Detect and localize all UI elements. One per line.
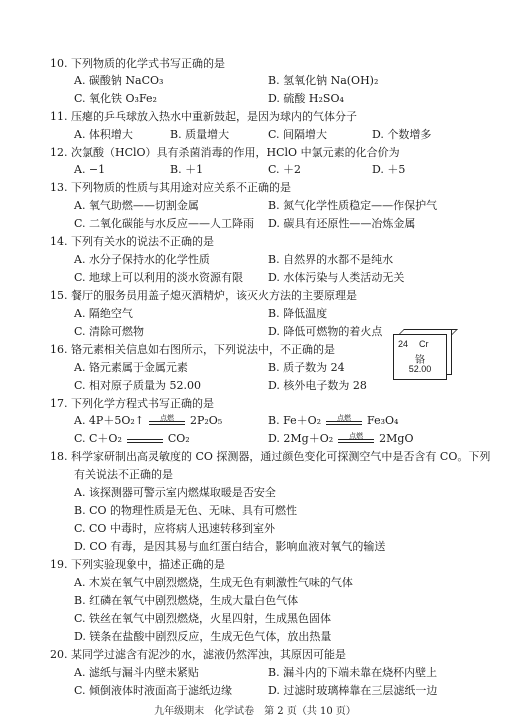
q12-option-c: C. ＋2 xyxy=(268,163,302,176)
question-17: 17. 下列化学方程式书写正确的是 xyxy=(50,397,214,410)
q15-option-a: A. 隔绝空气 xyxy=(74,307,133,320)
q14-option-d: D. 水体污染与人类活动无关 xyxy=(268,271,405,284)
condition-arrow: 点燃 xyxy=(147,414,187,428)
q20-option-a: A. 滤纸与漏斗内壁未紧贴 xyxy=(74,666,199,679)
q19-option-d: D. 镁条在盐酸中剧烈反应，生成无色气体，放出热量 xyxy=(74,630,332,643)
q16-option-b: B. 质子数为 24 xyxy=(268,361,345,374)
q10-option-c: C. 氧化铁 O₃Fe₂ xyxy=(74,92,157,105)
question-20: 20. 某同学过滤含有泥沙的水，滤液仍然浑浊，其原因可能是 xyxy=(50,648,346,661)
element-symbol: Cr xyxy=(419,339,429,349)
q20-option-b: B. 漏斗内的下端未靠在烧杯内壁上 xyxy=(268,666,438,679)
question-18-cont: 有关说法不正确的是 xyxy=(74,468,173,481)
q10-option-b: B. 氢氧化钠 Na(OH)₂ xyxy=(268,74,379,87)
q11-option-c: C. 间隔增大 xyxy=(268,128,328,141)
q10-option-d: D. 硫酸 H₂SO₄ xyxy=(268,92,344,105)
q10-option-a: A. 碳酸钠 NaCO₃ xyxy=(74,74,164,87)
q20-option-d: D. 过滤时玻璃棒靠在三层滤纸一边 xyxy=(268,684,438,697)
element-name: 铬 xyxy=(415,355,425,366)
q15-option-c: C. 清除可燃物 xyxy=(74,325,145,338)
q15-option-d: D. 降低可燃物的着火点 xyxy=(268,325,383,338)
question-15: 15. 餐厅的服务员用盖子熄灭酒精炉，该灭火方法的主要原理是 xyxy=(50,289,357,302)
condition-arrow: 点燃 xyxy=(324,414,364,428)
q13-option-d: D. 碳具有还原性——冶炼金属 xyxy=(268,217,416,230)
q17-option-d: D. 2Mg＋O₂ 点燃 2MgO xyxy=(268,432,414,445)
question-18: 18. 科学家研制出高灵敏度的 CO 探测器，通过颜色变化可探测空气中是否含有 CO。下列 xyxy=(50,450,491,463)
q16-option-d: D. 核外电子数为 28 xyxy=(268,379,367,392)
q19-option-b: B. 红磷在氧气中剧烈燃烧，生成大量白色气体 xyxy=(74,594,299,607)
question-19: 19. 下列实验现象中，描述正确的是 xyxy=(50,558,225,571)
q15-option-b: B. 降低温度 xyxy=(268,307,328,320)
q17-option-c: C. C＋O₂ CO₂ xyxy=(74,432,190,445)
condition-arrow: 点燃 xyxy=(336,432,376,446)
q14-option-c: C. 地球上可以利用的淡水资源有限 xyxy=(74,271,244,284)
q18-option-d: D. CO 有毒，是因其易与血红蛋白结合，影响血液对氧气的输送 xyxy=(74,540,386,553)
element-card-chromium xyxy=(393,334,447,380)
q13-option-b: B. 氮气化学性质稳定——作保护气 xyxy=(268,199,438,212)
q17-option-a: A. 4P＋5O₂↑ 点燃 2P₂O₅ xyxy=(74,414,223,427)
q11-option-a: A. 体积增大 xyxy=(74,128,133,141)
q20-option-c: C. 倾倒液体时液面高于滤纸边缘 xyxy=(74,684,233,697)
q14-option-a: A. 水分子保持水的化学性质 xyxy=(74,253,210,266)
q13-option-a: A. 氧气助燃——切割金属 xyxy=(74,199,199,212)
q14-option-b: B. 自然界的水都不是纯水 xyxy=(268,253,394,266)
q19-option-a: A. 木炭在氧气中剧烈燃烧，生成无色有刺激性气味的气体 xyxy=(74,576,353,589)
question-10: 10. 下列物质的化学式书写正确的是 xyxy=(50,57,225,70)
equals-sign xyxy=(125,432,165,446)
q13-option-c: C. 二氧化碳能与水反应——人工降雨 xyxy=(74,217,255,230)
page-footer: 九年级期末 化学试卷 第 2 页（共 10 页） xyxy=(154,706,356,717)
element-number: 24 xyxy=(398,339,409,349)
q11-option-d: D. 个数增多 xyxy=(372,128,432,141)
q18-option-a: A. 该探测器可警示室内燃煤取暖是否安全 xyxy=(74,486,276,499)
q18-option-b: B. CO 的物理性质是无色、无味、具有可燃性 xyxy=(74,504,298,517)
q16-option-c: C. 相对原子质量为 52.00 xyxy=(74,379,202,392)
q12-option-a: A. −1 xyxy=(74,163,106,176)
q18-option-c: C. CO 中毒时，应将病人迅速转移到室外 xyxy=(74,522,275,535)
q11-option-b: B. 质量增大 xyxy=(170,128,230,141)
question-12: 12. 次氯酸（HClO）具有杀菌消毒的作用，HClO 中氯元素的化合价为 xyxy=(50,146,400,159)
q12-option-b: B. ＋1 xyxy=(170,163,204,176)
element-mass: 52.00 xyxy=(408,364,432,374)
question-11: 11. 压瘪的乒乓球放入热水中重新鼓起，是因为球内的气体分子 xyxy=(50,110,357,123)
question-16: 16. 铬元素相关信息如右图所示，下列说法中，不正确的是 xyxy=(50,343,335,356)
q17-option-b: B. Fe＋O₂ 点燃 Fe₃O₄ xyxy=(268,414,399,427)
q12-option-d: D. ＋5 xyxy=(372,163,406,176)
q16-option-a: A. 铬元素属于金属元素 xyxy=(74,361,188,374)
question-14: 14. 下列有关水的说法不正确的是 xyxy=(50,235,214,248)
question-13: 13. 下列物质的性质与其用途对应关系不正确的是 xyxy=(50,181,291,194)
q19-option-c: C. 铁丝在氧气中剧烈燃烧，火星四射，生成黑色固体 xyxy=(74,612,332,625)
